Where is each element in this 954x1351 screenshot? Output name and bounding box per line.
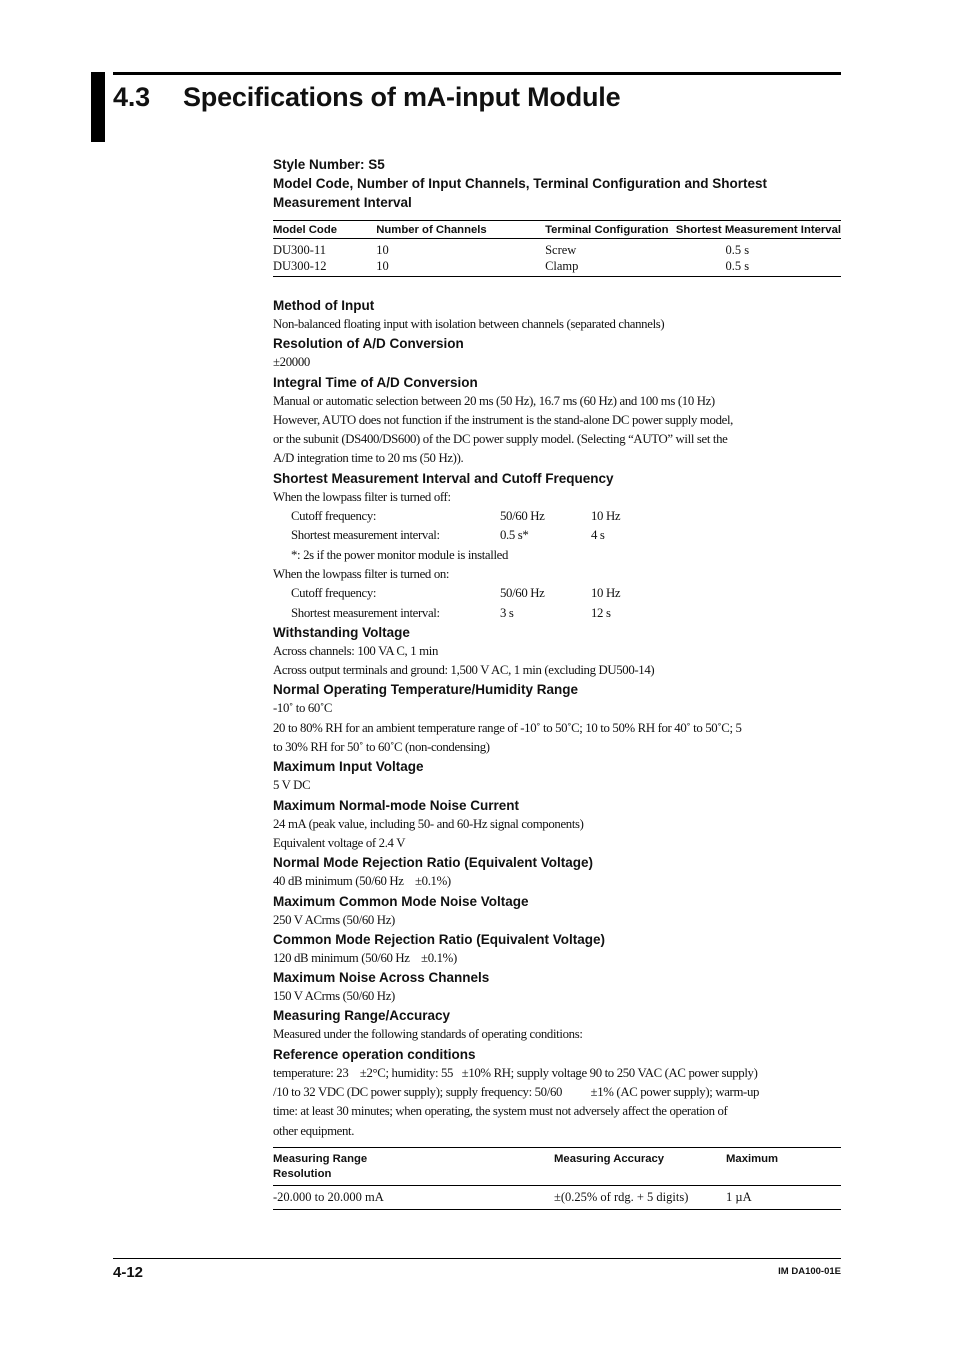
reference-line: temperature: 23 ±2°C; humidity: 55 ±10% RH; supply voltage 90 to 250 VAC (AC power supply): [273, 1065, 758, 1080]
cell-model: DU300-12: [273, 258, 376, 277]
nmrr-text: 40 dB minimum (50/60 Hz ±0.1%): [273, 874, 451, 889]
cell-channels: 10: [376, 258, 545, 277]
integral-line: Manual or automatic selection between 20 ms (50 Hz), 16.7 ms (60 Hz) and 100 ms (10 Hz): [273, 393, 715, 408]
col-interval: Shortest Measurement Interval: [669, 221, 841, 239]
footer-rule: [113, 1258, 841, 1259]
noise-current-line: Equivalent voltage of 2.4 V: [273, 835, 406, 850]
integral-line: or the subunit (DS400/DS600) of the DC power supply model. (Selecting “AUTO” will set the: [273, 432, 728, 447]
cell-terminal: Clamp: [545, 258, 668, 277]
temp-line: to 30% RH for 50˚ to 60˚C (non-condensing): [273, 740, 490, 755]
range-accuracy-heading: Measuring Range/Accuracy: [273, 1008, 451, 1024]
col-channels: Number of Channels: [376, 221, 545, 239]
withstanding-line: Across channels: 100 VA C, 1 min: [273, 643, 438, 658]
cutoff-heading: Shortest Measurement Interval and Cutoff Frequency: [273, 470, 614, 486]
table-row: [273, 258, 841, 277]
method-text: Non-balanced floating input with isolation between channels (separated channels): [273, 317, 665, 331]
method-heading: Method of Input: [273, 298, 375, 313]
integral-heading: Integral Time of A/D Conversion: [273, 374, 478, 390]
col-terminal: Terminal Configuration: [545, 221, 668, 239]
cell-interval: 0.5 s: [669, 258, 841, 277]
filter-off-row: Cutoff frequency: 50/60 Hz 10 Hz: [291, 509, 621, 524]
temp-line: 20 to 80% RH for an ambient temperature range of -10˚ to 50˚C; 10 to 50% RH for 40˚ to 50˚C; 5: [273, 720, 742, 735]
col-maximum: Maximum: [726, 1147, 841, 1185]
nmrr-heading: Normal Mode Rejection Ratio (Equivalent Voltage): [273, 855, 594, 871]
withstanding-heading: Withstanding Voltage: [273, 624, 410, 640]
filter-on-row: Shortest measurement interval: 3 s 12 s: [291, 605, 611, 620]
filter-on-row: Cutoff frequency: 50/60 Hz 10 Hz: [291, 586, 621, 601]
max-input-heading: Maximum Input Voltage: [273, 759, 424, 775]
noise-current-line: 24 mA (peak value, including 50- and 60-Hz signal components): [273, 816, 584, 831]
footnote: *: 2s if the power monitor module is installed: [291, 547, 509, 562]
resolution-text: ±20000: [273, 355, 310, 370]
range-accuracy-text: Measured under the following standards of operating conditions:: [273, 1027, 583, 1042]
table-row: [273, 1185, 841, 1209]
ch-noise-heading: Maximum Noise Across Channels: [273, 970, 490, 986]
cm-noise-heading: Maximum Common Mode Noise Voltage: [273, 893, 529, 909]
section-number: 4.3: [113, 82, 150, 112]
accuracy-table-header: [273, 1147, 841, 1185]
col-range: Measuring Range Resolution: [273, 1147, 554, 1185]
model-heading-line1: Model Code, Number of Input Channels, Terminal Configuration and Shortest: [273, 176, 768, 191]
page-title: [113, 82, 620, 113]
cell-model: DU300-11: [273, 243, 327, 257]
cell-interval: 0.5 s: [725, 243, 750, 257]
resolution-heading: Resolution of A/D Conversion: [273, 336, 464, 352]
style-number: Style Number: S5: [273, 157, 385, 172]
reference-line: other equipment.: [273, 1123, 355, 1138]
section-bar: [91, 72, 105, 142]
col-accuracy: Measuring Accuracy: [554, 1147, 726, 1185]
temp-heading: Normal Operating Temperature/Humidity Range: [273, 682, 579, 698]
cmrr-heading: Common Mode Rejection Ratio (Equivalent Voltage): [273, 931, 606, 947]
reference-heading: Reference operation conditions: [273, 1046, 476, 1062]
reference-line: /10 to 32 VDC (DC power supply); supply frequency: 50/60 ±1% (AC power supply); warm-up: [273, 1085, 760, 1100]
model-table-header: [273, 221, 841, 239]
col-model-code: Model Code: [273, 221, 376, 239]
cell-accuracy: ±(0.25% of rdg. + 5 digits): [554, 1185, 726, 1209]
cell-channels: 10: [376, 243, 389, 257]
table-row: [273, 239, 841, 259]
filter-off-row: Shortest measurement interval: 0.5 s* 4 s: [291, 528, 605, 543]
page-number: 4-12: [113, 1264, 144, 1281]
cell-range: -20.000 to 20.000 mA: [273, 1185, 554, 1209]
integral-line: A/D integration time to 20 ms (50 Hz)).: [273, 451, 464, 466]
max-input-text: 5 V DC: [273, 778, 311, 793]
noise-current-heading: Maximum Normal-mode Noise Current: [273, 797, 520, 813]
section-title: Specifications of mA-input Module: [183, 82, 621, 112]
cm-noise-text: 250 V ACrms (50/60 Hz): [273, 912, 395, 927]
cmrr-text: 120 dB minimum (50/60 Hz ±0.1%): [273, 950, 457, 965]
model-heading-line2: Measurement Interval: [273, 195, 412, 210]
cell-terminal: Screw: [545, 243, 577, 257]
reference-line: time: at least 30 minutes; when operating, the system must not adversely affect the operation of: [273, 1104, 728, 1119]
top-rule: [113, 72, 841, 75]
temp-line: -10˚ to 60˚C: [273, 701, 333, 716]
doc-id: IM DA100-01E: [778, 1266, 841, 1277]
accuracy-table: [273, 1147, 841, 1210]
ch-noise-text: 150 V ACrms (50/60 Hz): [273, 989, 395, 1004]
withstanding-line: Across output terminals and ground: 1,500 V AC, 1 min (excluding DU500-14): [273, 663, 655, 678]
cell-maximum: 1 µA: [726, 1185, 841, 1209]
model-table: [273, 220, 841, 277]
integral-line: However, AUTO does not function if the instrument is the stand-alone DC power supply model,: [273, 412, 733, 427]
spec-content: [273, 155, 841, 1210]
filter-on-label: When the lowpass filter is turned on:: [273, 566, 450, 581]
filter-off-label: When the lowpass filter is turned off:: [273, 489, 451, 504]
